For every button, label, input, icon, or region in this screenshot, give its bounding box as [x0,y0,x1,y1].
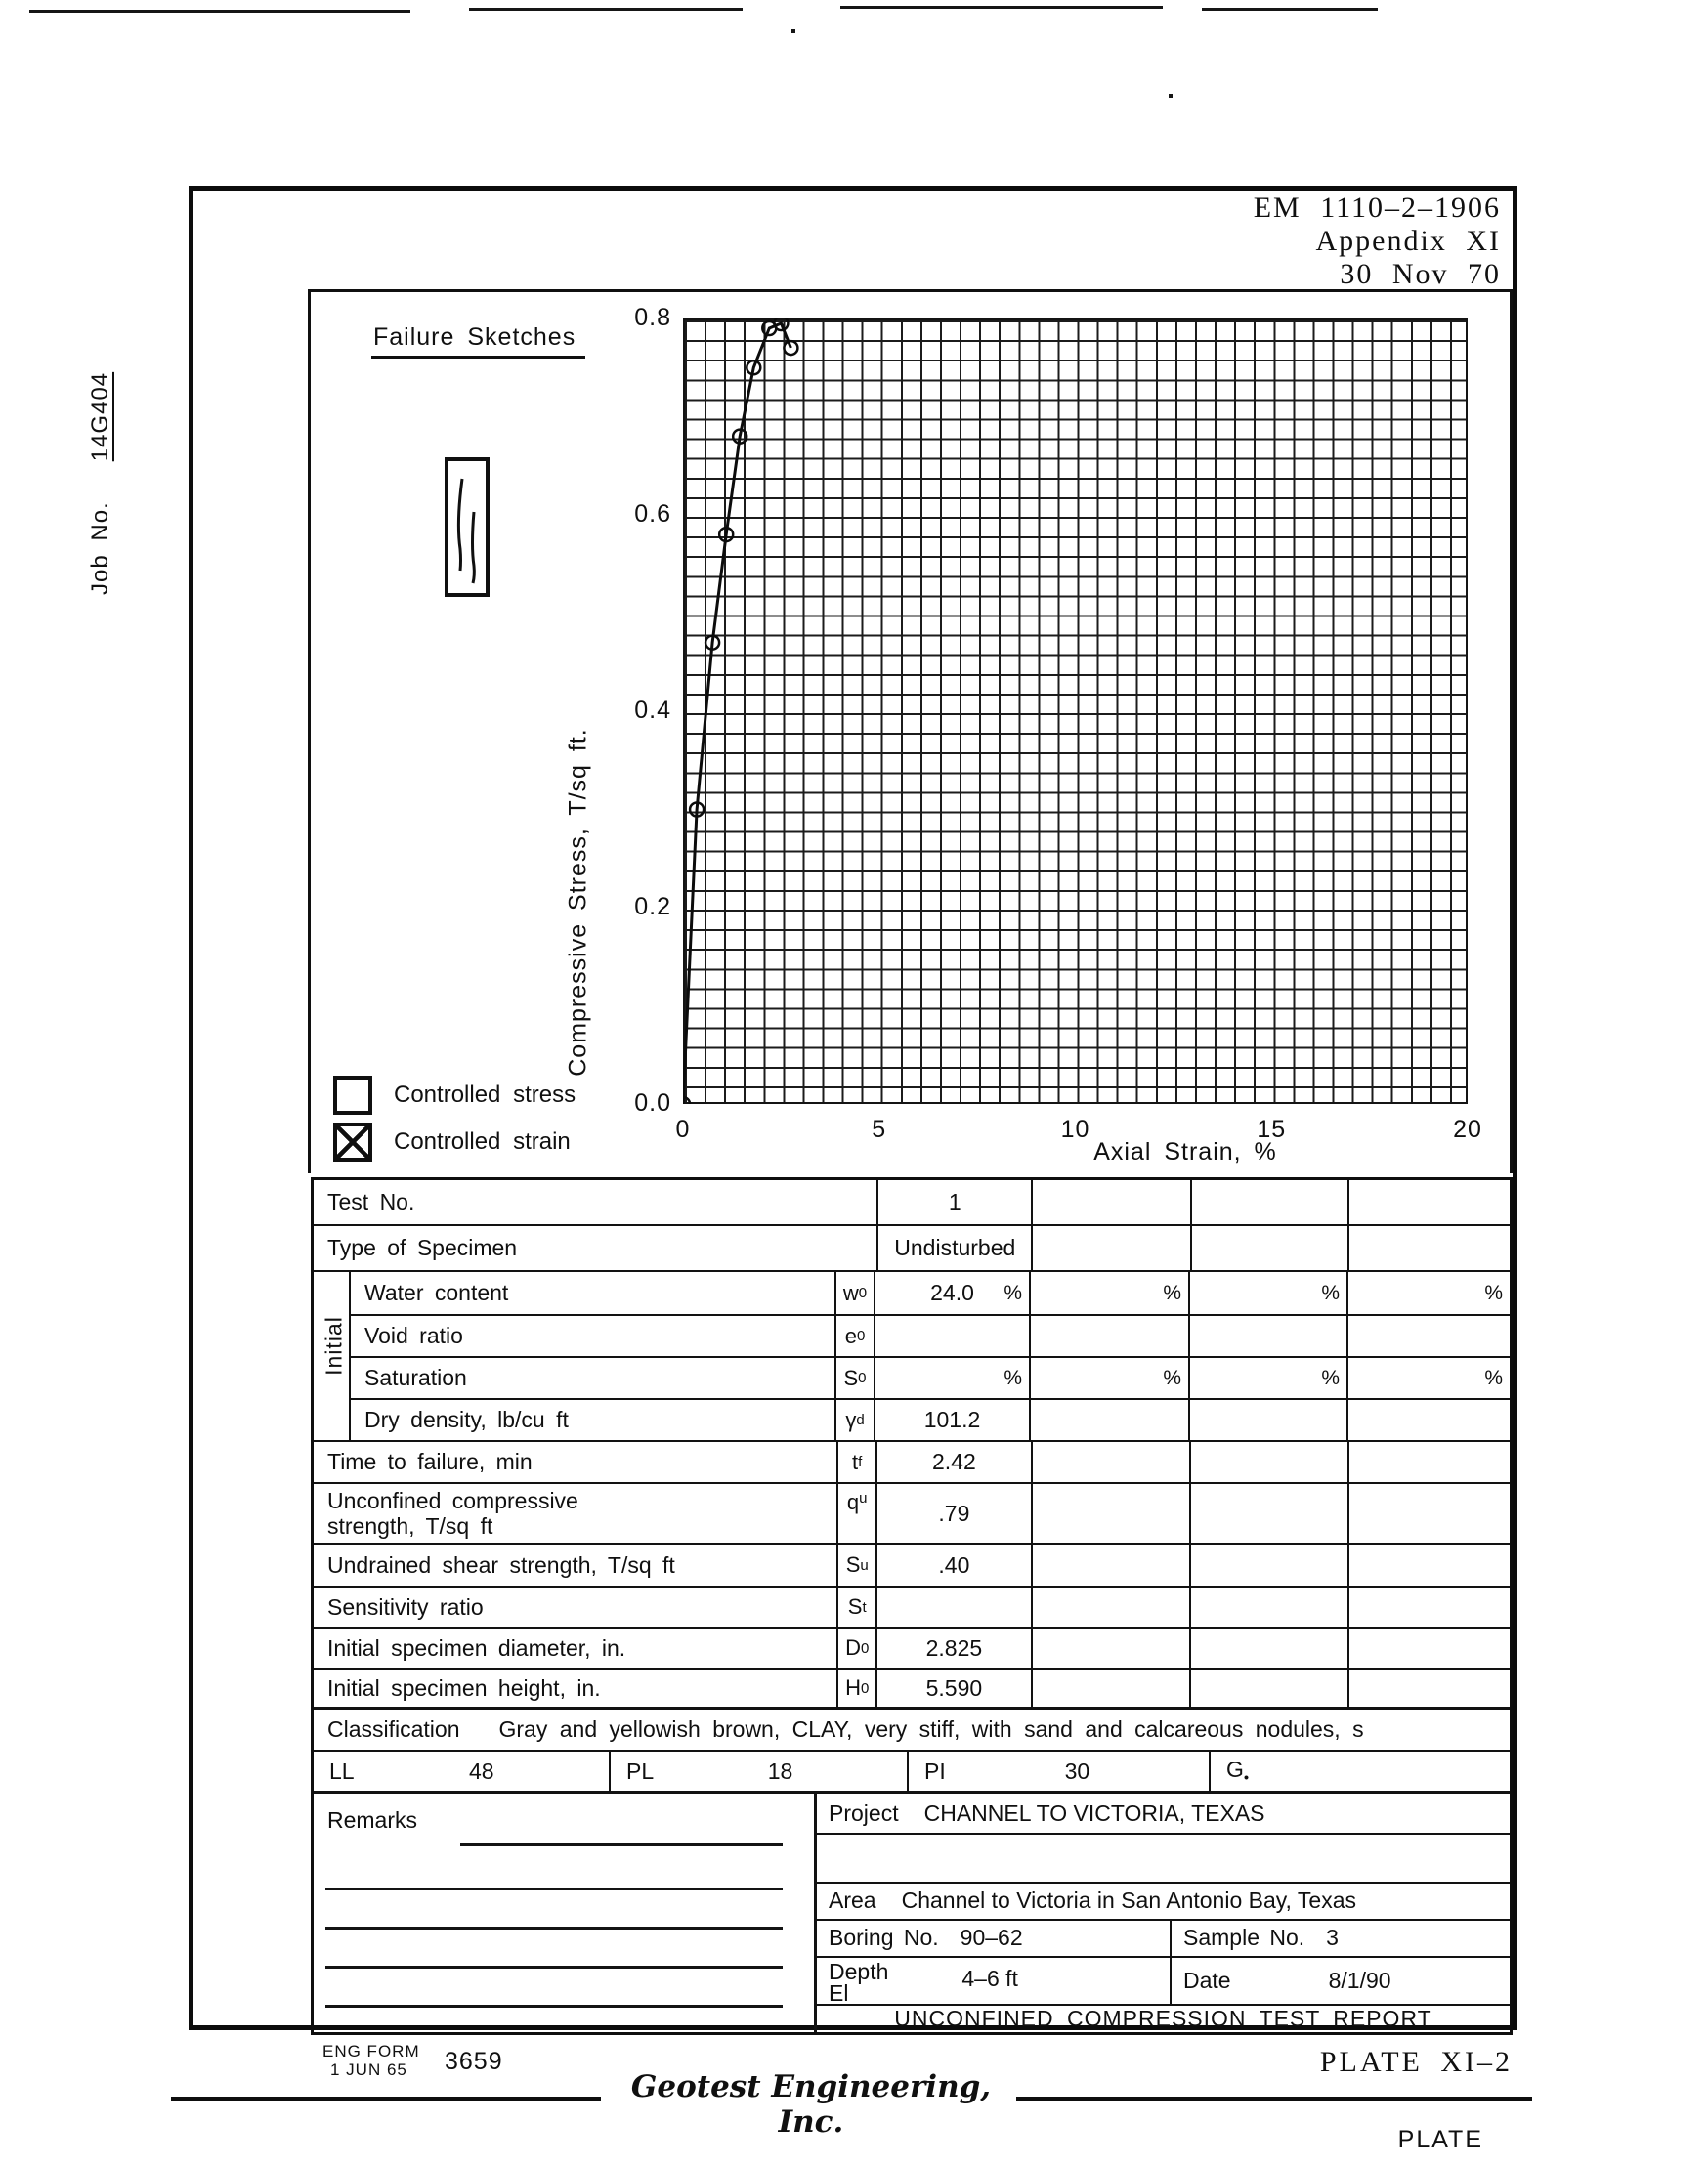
area-label: Area [829,1888,876,1914]
row-label: Initial specimen height, in. [327,1675,601,1701]
symbol-st: S t [836,1588,875,1627]
pi-label: PI [924,1758,946,1784]
pi-value: 30 [1064,1758,1090,1784]
y-tick-label: 0.8 [634,304,671,331]
table-row-diameter [314,1627,1510,1668]
remarks-line [460,1843,783,1846]
x-tick-label: 5 [872,1116,887,1143]
su-value-1: .40 [875,1545,1030,1586]
legend-item-controlled-stress [333,1076,576,1115]
job-number-vertical [76,264,115,616]
symbol-gamma-d: γ d [834,1400,874,1440]
legend-label: Controlled stress [394,1082,576,1108]
company-name: Geotest Engineering, Inc. [630,2069,992,2140]
header-date: 30 Nov 70 [1340,258,1501,290]
table-row-classification [314,1707,1510,1750]
table-row-dry-density [351,1398,1510,1440]
y-tick-label: 0.4 [634,697,671,724]
failure-sketch-specimen [445,457,490,597]
specimen-value-1: Undisturbed [876,1226,1031,1270]
y-tick-label: 0.2 [634,893,671,920]
project-empty-row [817,1833,1510,1882]
test-no-value-4 [1347,1180,1510,1224]
qu-value-1: .79 [875,1484,1030,1543]
project-row [817,1794,1510,1833]
date-value: 8/1/90 [1328,1968,1391,1993]
remarks-label: Remarks [327,1807,418,1833]
classification-text: Gray and yellowish brown, CLAY, very stiff, with sand and calcareous nodules, s [498,1717,1364,1742]
eng-form-stamp: ENG FORM 1 JUN 65 [322,2042,420,2079]
density-value-1: 101.2 [874,1400,1029,1440]
header-appendix: Appendix XI [1315,225,1501,257]
project-label: Project [829,1800,899,1826]
table-row-specimen-type [314,1224,1510,1270]
symbol-d0: D 0 [836,1629,875,1668]
initial-properties-group [314,1270,1510,1440]
table-row-height [314,1668,1510,1707]
scan-artifact [1202,8,1378,11]
x-square-icon [333,1123,372,1162]
scan-artifact [469,8,743,11]
x-axis-title: Axial Strain, % [1093,1138,1277,1166]
boring-label: Boring No. [829,1925,939,1951]
failure-sketches-label: Failure Sketches [371,323,585,359]
chart-panel [308,289,1513,1173]
row-label: Void ratio [364,1323,463,1348]
symbol-su: S u [836,1545,875,1586]
area-value: Channel to Victoria in San Antonio Bay, Texas [901,1888,1357,1914]
row-label: Test No. [327,1189,415,1214]
footer-rule-left [171,2097,601,2101]
row-label: Water content [364,1280,509,1305]
x-tick-label: 15 [1257,1116,1287,1143]
row-label: Undrained shear strength, T/sq ft [327,1551,675,1578]
job-number-value: 14G404 [87,371,113,462]
area-row [817,1882,1510,1919]
remarks-line [325,1927,783,1930]
test-no-value-2 [1031,1180,1189,1224]
d0-value-1: 2.825 [875,1629,1030,1668]
failure-sketch-cracks [448,461,486,593]
symbol-s0: S 0 [834,1358,874,1398]
header-em-number: EM 1110–2–1906 [1253,191,1501,224]
row-label: Sensitivity ratio [327,1593,484,1620]
row-label: Unconfined compressive strength, T/sq ft [327,1488,578,1539]
boring-value: 90–62 [960,1925,1023,1951]
remarks-line [325,2005,783,2008]
depth-date-row [817,1956,1510,2004]
remarks-line [325,1888,783,1890]
symbol-h0: H 0 [836,1670,875,1707]
water-value-1: 24.0 % [874,1272,1029,1314]
scan-artifact [29,10,410,13]
plate-caption: PLATE [1397,2126,1483,2153]
job-number-label: Job No. [87,501,113,595]
project-value: CHANNEL TO VICTORIA, TEXAS [923,1800,1265,1826]
symbol-e0: e 0 [834,1316,874,1356]
table-row-void-ratio [351,1314,1510,1356]
remarks-project-block [314,1791,1510,2032]
test-data-table [311,1177,1513,2035]
initial-group-label: Initial [314,1272,351,1440]
symbol-qu: q $^u$ [836,1484,875,1543]
test-no-value-3 [1190,1180,1347,1224]
open-square-icon [333,1076,372,1115]
table-row-atterberg-limits [314,1750,1510,1791]
table-row-sensitivity [314,1586,1510,1627]
pl-label: PL [626,1758,655,1784]
table-row-water-content: Water content w 0 24.0 % % % % [351,1272,1510,1314]
depth-label: Depth El [829,1959,889,2006]
sample-label: Sample No. [1183,1925,1305,1951]
symbol-tf: t f [836,1442,875,1482]
table-row-saturation: Saturation S 0 % % % % [351,1356,1510,1398]
classification-label: Classification [327,1717,460,1742]
x-tick-label: 20 [1453,1116,1482,1143]
depth-value: 4–6 ft [961,1966,1018,1991]
g-label: $G_•$ [1226,1756,1250,1787]
document-header [1254,191,1501,291]
legend-label: Controlled strain [394,1128,571,1155]
stress-strain-curve [683,318,1468,1104]
report-title: UNCONFINED COMPRESSION TEST REPORT [817,2004,1510,2032]
y-axis-title: Compressive Stress, T/sq ft. [564,728,592,1077]
symbol-w0: w 0 [834,1272,874,1314]
table-row-unconfined-strength [314,1482,1510,1543]
row-label: Type of Specimen [327,1235,518,1260]
x-tick-label: 0 [675,1116,691,1143]
row-label: Initial specimen diameter, in. [327,1634,626,1661]
remarks-line [325,1966,783,1969]
table-row-undrained-strength [314,1543,1510,1586]
legend-item-controlled-strain [333,1123,571,1162]
project-info-block [814,1794,1510,2032]
x-tick-label: 10 [1060,1116,1090,1143]
plate-number: PLATE XI–2 [1319,2046,1513,2078]
ll-label: LL [329,1758,355,1784]
table-row-time-to-failure [314,1440,1510,1482]
row-label: Saturation [364,1365,467,1390]
form-number: 3659 [445,2048,503,2075]
y-tick-label: 0.6 [634,500,671,528]
scan-artifact [1169,94,1173,98]
scan-artifact [791,29,795,33]
test-no-value-1: 1 [876,1180,1031,1224]
remarks-cell [314,1794,814,2032]
scan-artifact [840,6,1163,9]
sample-value: 3 [1326,1925,1339,1951]
date-label: Date [1183,1968,1231,1993]
h0-value-1: 5.590 [875,1670,1030,1707]
table-row-test-no [314,1180,1510,1224]
ll-value: 48 [469,1758,494,1784]
time-value-1: 2.42 [875,1442,1030,1482]
boring-sample-row [817,1919,1510,1956]
row-label: Time to failure, min [327,1449,533,1474]
pl-value: 18 [767,1758,793,1784]
footer-rule-right [1016,2097,1532,2101]
y-tick-label: 0.0 [634,1089,671,1117]
row-label: Dry density, lb/cu ft [364,1407,569,1432]
